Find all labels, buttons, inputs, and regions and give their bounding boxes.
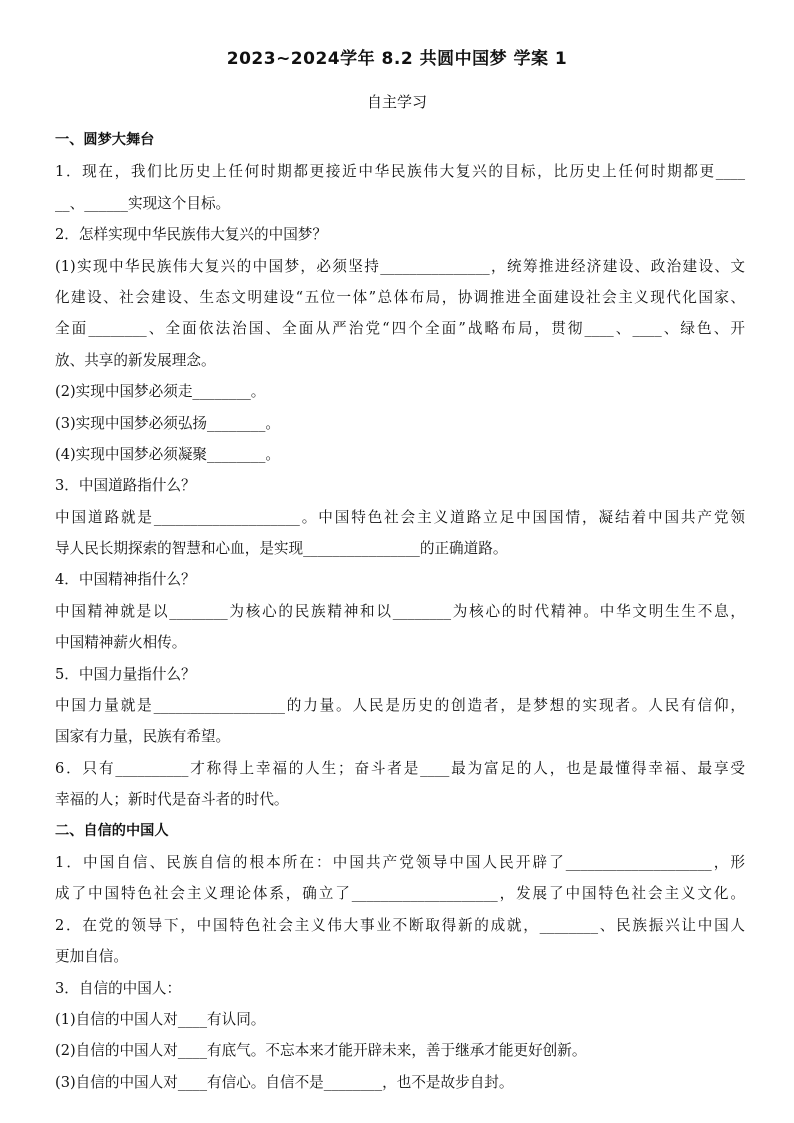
text-line: 3．自信的中国人： <box>55 979 182 997</box>
text-line: 1．现在，我们比历史上任何时期都更接近中华民族伟大复兴的目标，比历史上任何时期都更____ <box>55 163 745 181</box>
text-line: (3)自信的中国人对____有信心。自信不是________，也不是故步自封。 <box>55 1073 514 1091</box>
text-line: (3)实现中国梦必须弘扬________。 <box>55 414 280 432</box>
text-line: __、______实现这个目标。 <box>55 194 231 212</box>
text-line: 3．中国道路指什么？ <box>55 477 196 495</box>
text-line: 1．中国自信、民族自信的根本所在：中国共产党领导中国人民开辟了____________________，形 <box>55 853 745 871</box>
text-line: 中国精神薪火相传。 <box>55 634 187 652</box>
text-line: (1)实现中华民族伟大复兴的中国梦，必须坚持_______________，统筹推进经济建设、政治建设、文 <box>55 257 745 275</box>
section-heading: 二、自信的中国人 <box>55 822 169 839</box>
text-line: (1)自信的中国人对____有认同。 <box>55 1010 266 1028</box>
text-line: 6．只有__________才称得上幸福的人生；奋斗者是____最为富足的人，也是最懂得幸福、最享受 <box>55 759 745 777</box>
text-line: 2．在党的领导下，中国特色社会主义伟大事业不断取得新的成就，________、民族振兴让中国人 <box>55 916 745 934</box>
text-line: 2．怎样实现中华民族伟大复兴的中国梦？ <box>55 226 327 244</box>
text-line: 全面________、全面依法治国、全面从严治党“四个全面”战略布局，贯彻____、____、绿色、开 <box>55 320 745 338</box>
text-line: 4．中国精神指什么？ <box>55 571 196 589</box>
document-body <box>55 125 745 1098</box>
text-line: (4)实现中国梦必须凝聚________。 <box>55 445 280 463</box>
text-line: 中国力量就是__________________的力量。人民是历史的创造者，是梦想的实现者。人民有信仰， <box>55 697 745 715</box>
document-title: 2023~2024学年 8.2 共圆中国梦 学案 1 <box>226 49 568 69</box>
text-line: 化建设、社会建设、生态文明建设“五位一体”总体布局，协调推进全面建设社会主义现代化国家、 <box>55 288 745 306</box>
text-line: 5．中国力量指什么？ <box>55 665 196 683</box>
text-line: 更加自信。 <box>55 948 128 966</box>
text-line: (2)实现中国梦必须走________。 <box>55 383 266 401</box>
text-line: 中国道路就是____________________。中国特色社会主义道路立足中国国情，凝结着中国共产党领 <box>55 508 745 526</box>
text-line: 中国精神就是以________为核心的民族精神和以________为核心的时代精神。中华文明生生不息， <box>55 602 745 620</box>
section-subtitle: 自主学习 <box>366 93 427 111</box>
text-line: 放、共享的新发展理念。 <box>55 351 216 369</box>
section-heading: 一、圆梦大舞台 <box>55 132 155 148</box>
text-line: 成了中国特色社会主义理论体系，确立了____________________，发展了中国特色社会主义文化。 <box>55 885 745 903</box>
text-line: 导人民长期探索的智慧和心血，是实现________________的正确道路。 <box>55 540 508 558</box>
text-line: 幸福的人；新时代是奋斗者的时代。 <box>55 791 289 809</box>
text-line: (2)自信的中国人对____有底气。不忘本来才能开辟未来，善于继承才能更好创新。 <box>55 1042 587 1060</box>
text-line: 国家有力量，民族有希望。 <box>55 728 231 746</box>
